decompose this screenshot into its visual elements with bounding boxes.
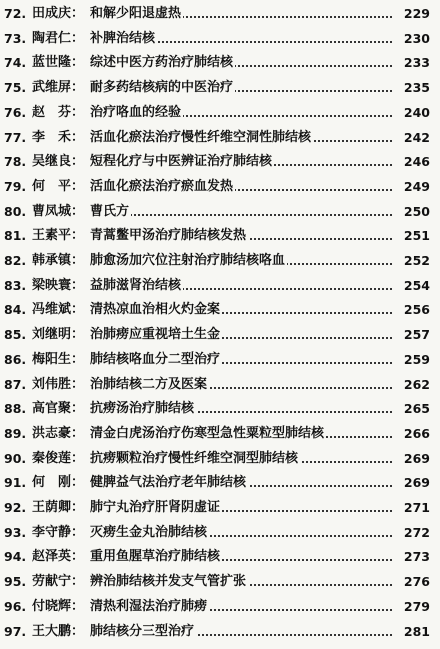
entry-number: 86. <box>4 351 27 367</box>
entry-page-number: 271 <box>394 496 430 520</box>
toc-entry <box>4 620 432 644</box>
entry-title: 肺结核咯血分二型治疗 <box>90 348 222 372</box>
author-separator: ： <box>71 327 85 343</box>
entry-title: 治肺结核二方及医案 <box>90 373 209 397</box>
author-separator: ： <box>71 203 85 219</box>
author-separator: ： <box>71 80 85 96</box>
author-separator: ： <box>71 104 85 120</box>
entry-number: 90. <box>4 450 27 466</box>
author-name: 秦俊莲 <box>32 450 72 466</box>
entry-title: 治疗咯血的经验 <box>90 101 183 125</box>
entry-author <box>32 274 94 298</box>
entry-number: 93. <box>4 524 27 540</box>
entry-page-number: 249 <box>394 175 430 199</box>
toc-entry <box>4 348 432 372</box>
entry-author <box>32 422 94 446</box>
toc-entry <box>4 224 432 248</box>
toc-entry <box>4 496 432 520</box>
entry-author <box>32 496 94 520</box>
author-separator: ： <box>71 178 85 194</box>
toc-entry <box>4 595 432 619</box>
entry-author <box>32 298 94 322</box>
author-separator: ： <box>71 598 85 614</box>
author-name: 武维屏 <box>32 80 72 96</box>
author-name: 洪志豪 <box>32 425 72 441</box>
entry-page-number: 259 <box>394 348 430 372</box>
author-name: 梁映寰 <box>32 277 72 293</box>
author-name: 高官聚 <box>32 401 72 417</box>
entry-page-number: 254 <box>394 274 430 298</box>
author-separator: ： <box>71 376 85 392</box>
author-separator: ： <box>71 500 85 515</box>
author-separator: ： <box>71 129 85 145</box>
entry-author <box>32 323 94 347</box>
entry-page-number: 265 <box>394 397 430 421</box>
entry-title: 清热利湿法治疗肺痨 <box>90 595 209 619</box>
entry-author <box>32 521 94 545</box>
author-name: 李守静 <box>32 524 72 540</box>
entry-title: 短程化疗与中医辨证治疗肺结核 <box>90 150 274 174</box>
entry-number: 79. <box>4 178 27 194</box>
entry-title: 肺愈汤加穴位注射治疗肺结核咯血 <box>90 249 287 273</box>
entry-page-number: 269 <box>394 447 430 471</box>
entry-title: 抗痨颗粒治疗慢性纤维空洞型肺结核 <box>90 447 300 471</box>
entry-number: 80. <box>4 203 27 219</box>
toc-entry <box>4 422 432 446</box>
toc-entry <box>4 298 432 322</box>
author-name: 蓝世隆 <box>32 55 72 71</box>
entry-page-number: 269 <box>394 471 430 495</box>
author-separator: ： <box>71 450 85 466</box>
entry-author <box>32 76 94 100</box>
entry-title: 重用鱼腥草治疗肺结核 <box>90 545 222 569</box>
entry-number: 97. <box>4 623 27 639</box>
entry-number: 87. <box>4 376 27 392</box>
entry-page-number: 266 <box>394 422 430 446</box>
author-name: 赵泽英 <box>32 549 72 565</box>
entry-author <box>32 373 94 397</box>
entry-author <box>32 200 94 224</box>
toc-entry <box>4 126 432 150</box>
entry-title: 综述中医方药治疗肺结核 <box>90 51 235 75</box>
entry-number: 89. <box>4 425 27 441</box>
entry-number: 95. <box>4 574 27 590</box>
entry-page-number: 250 <box>394 200 430 224</box>
toc-entry <box>4 175 432 199</box>
entry-page-number: 262 <box>394 373 430 397</box>
entry-author <box>32 249 94 273</box>
entry-author <box>32 175 94 199</box>
author-name: 刘伟胜 <box>32 376 72 392</box>
entry-title: 益肺滋肾治结核 <box>90 274 183 298</box>
entry-title: 灭痨生金丸治肺结核 <box>90 521 209 545</box>
toc-entry <box>4 150 432 174</box>
entry-number: 85. <box>4 327 27 343</box>
entry-number: 84. <box>4 302 27 318</box>
entry-title: 活血化瘀法治疗瘀血发热 <box>90 175 235 199</box>
author-separator: ： <box>71 549 85 565</box>
author-separator: ： <box>71 253 85 268</box>
entry-number: 75. <box>4 80 27 96</box>
entry-number: 72. <box>4 6 27 21</box>
entry-page-number: 281 <box>394 620 430 644</box>
author-name: 何 平 <box>32 178 72 194</box>
entry-title: 清金白虎汤治疗伤寒型急性粟粒型肺结核 <box>90 422 326 446</box>
entry-page-number: 272 <box>394 521 430 545</box>
entry-page-number: 242 <box>394 126 430 150</box>
entry-number: 91. <box>4 475 27 491</box>
author-name: 刘继明 <box>32 327 72 343</box>
author-name: 曹凤城 <box>32 203 72 219</box>
dot-leader <box>90 211 392 216</box>
toc-entry <box>4 200 432 224</box>
entry-author <box>32 595 94 619</box>
entry-author <box>32 447 94 471</box>
toc-entry <box>4 76 432 100</box>
entry-page-number: 235 <box>394 76 430 100</box>
entry-page-number: 256 <box>394 298 430 322</box>
author-name: 王荫卿 <box>32 500 72 515</box>
author-name: 陶君仁 <box>32 30 72 46</box>
entry-page-number: 276 <box>394 570 430 594</box>
entry-title: 健脾益气法治疗老年肺结核 <box>90 471 248 495</box>
author-separator: ： <box>71 277 85 293</box>
author-name: 韩承镇 <box>32 253 72 268</box>
toc-entry <box>4 447 432 471</box>
toc-entry <box>4 27 432 51</box>
entry-author <box>32 471 94 495</box>
entry-title: 治肺痨应重视培土生金 <box>90 323 222 347</box>
entry-page-number: 233 <box>394 51 430 75</box>
entry-number: 82. <box>4 253 27 268</box>
toc-entry <box>4 471 432 495</box>
toc-entry <box>4 249 432 273</box>
entry-title: 耐多药结核病的中医治疗 <box>90 76 235 100</box>
author-name: 李 禾 <box>32 129 72 145</box>
entry-number: 83. <box>4 277 27 293</box>
entry-number: 78. <box>4 154 27 170</box>
entry-page-number: 279 <box>394 595 430 619</box>
entry-author <box>32 620 94 644</box>
toc-entry <box>4 101 432 125</box>
author-name: 劳献宁 <box>32 574 72 590</box>
author-name: 田成庆 <box>32 6 72 21</box>
author-separator: ： <box>71 55 85 71</box>
entry-title: 肺结核分三型治疗 <box>90 620 196 644</box>
author-separator: ： <box>71 401 85 417</box>
author-separator: ： <box>71 302 85 318</box>
author-name: 付晓辉 <box>32 598 72 614</box>
toc-entry <box>4 521 432 545</box>
entry-number: 77. <box>4 129 27 145</box>
entry-author <box>32 545 94 569</box>
entry-page-number: 246 <box>394 150 430 174</box>
entry-page-number: 257 <box>394 323 430 347</box>
entry-title: 和解少阳退虚热 <box>90 2 183 26</box>
entry-title: 青蒿鳖甲汤治疗肺结核发热 <box>90 224 248 248</box>
entry-title: 曹氏方 <box>90 200 131 224</box>
entry-author <box>32 570 94 594</box>
entry-author <box>32 2 94 26</box>
author-separator: ： <box>71 425 85 441</box>
entry-author <box>32 27 94 51</box>
toc-entry <box>4 545 432 569</box>
entry-author <box>32 224 94 248</box>
author-separator: ： <box>71 475 85 491</box>
entry-title: 清热凉血治相火灼金案 <box>90 298 222 322</box>
toc-entry <box>4 51 432 75</box>
entry-number: 96. <box>4 598 27 614</box>
entry-title: 肺宁丸治疗肝肾阴虚证 <box>90 496 222 520</box>
author-name: 王素平 <box>32 228 72 244</box>
toc-entry <box>4 274 432 298</box>
entry-page-number: 273 <box>394 545 430 569</box>
toc-entry <box>4 323 432 347</box>
entry-number: 81. <box>4 228 27 244</box>
entry-page-number: 230 <box>394 27 430 51</box>
entry-author <box>32 348 94 372</box>
toc-entry <box>4 373 432 397</box>
toc-entry <box>4 2 432 26</box>
author-name: 吴继良 <box>32 154 72 170</box>
entry-author <box>32 101 94 125</box>
author-name: 梅阳生 <box>32 351 72 367</box>
entry-page-number: 229 <box>394 2 430 26</box>
author-name: 冯维斌 <box>32 302 72 318</box>
entry-number: 76. <box>4 104 27 120</box>
author-separator: ： <box>71 574 85 590</box>
author-name: 赵 芬 <box>32 104 72 120</box>
entry-page-number: 240 <box>394 101 430 125</box>
author-name: 王大鹏 <box>32 623 72 639</box>
entry-author <box>32 150 94 174</box>
entry-number: 92. <box>4 500 27 515</box>
author-separator: ： <box>71 6 85 21</box>
entry-number: 94. <box>4 549 27 565</box>
author-separator: ： <box>71 623 85 639</box>
entry-number: 74. <box>4 55 27 71</box>
entry-author <box>32 397 94 421</box>
author-separator: ： <box>71 154 85 170</box>
entry-title: 活血化瘀法治疗慢性纤维空洞性肺结核 <box>90 126 313 150</box>
author-separator: ： <box>71 228 85 244</box>
entry-title: 补脾治结核 <box>90 27 157 51</box>
toc-entry <box>4 570 432 594</box>
entry-author <box>32 126 94 150</box>
entry-page-number: 251 <box>394 224 430 248</box>
author-name: 何 刚 <box>32 475 72 491</box>
entry-number: 88. <box>4 401 27 417</box>
entry-number: 73. <box>4 30 27 46</box>
entry-page-number: 252 <box>394 249 430 273</box>
toc-entry <box>4 397 432 421</box>
author-separator: ： <box>71 30 85 46</box>
entry-title: 辨治肺结核并发支气管扩张 <box>90 570 248 594</box>
author-separator: ： <box>71 524 85 540</box>
entry-author <box>32 51 94 75</box>
author-separator: ： <box>71 351 85 367</box>
entry-title: 抗痨汤治疗肺结核 <box>90 397 196 421</box>
